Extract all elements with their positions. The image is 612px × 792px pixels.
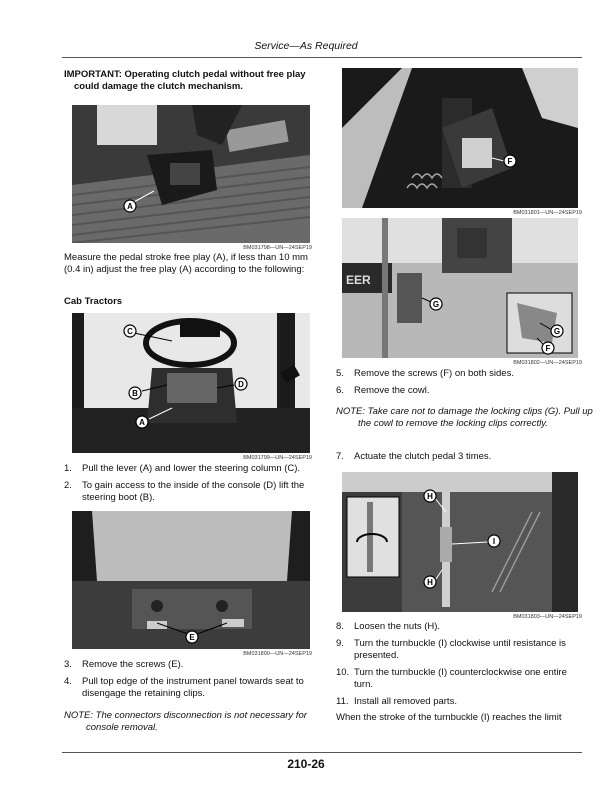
steps-list — [64, 463, 314, 504]
callout-b: B — [132, 389, 138, 398]
list-item: 5. Remove the screws (F) on both sides. — [336, 368, 514, 379]
callout-e: E — [189, 633, 195, 642]
figure-cab-console — [72, 313, 310, 453]
page-header: Service—As Required — [254, 40, 358, 52]
callout-h: H — [427, 492, 433, 501]
note-locking-clips: NOTE: Take care not to damage the locking clips (G). Pull up the cowl to remove the locking clips correctly. — [336, 406, 593, 429]
important-notice: IMPORTANT: Operating clutch pedal without free play could damage the clutch mechanism. — [64, 69, 306, 92]
figure-caption: BM031803—UN—24SEP19 — [513, 614, 582, 620]
header-rule — [62, 57, 582, 58]
callout-h: H — [427, 578, 433, 587]
list-item: 11. Install all removed parts. — [336, 696, 457, 707]
cab-tractors-heading: Cab Tractors — [64, 296, 123, 307]
list-item: 7. Actuate the clutch pedal 3 times. — [336, 451, 492, 462]
figure-locking-clips — [342, 218, 578, 358]
list-item: 3. Remove the screws (E). — [64, 659, 184, 670]
callout-a: A — [127, 202, 133, 211]
steps-list — [336, 368, 584, 397]
list-item: 2. To gain access to the inside of the console (D) lift the steering boot (B). — [64, 480, 305, 503]
figure-caption: BM031801—UN—24SEP19 — [513, 210, 582, 216]
steps-list — [336, 621, 584, 708]
figure-clutch-pedal — [72, 105, 310, 243]
note-connectors: NOTE: The connectors disconnection is not necessary for console removal. — [64, 710, 307, 733]
callout-g: G — [553, 327, 561, 336]
closing-paragraph: When the stroke of the turnbuckle (I) reaches the limit — [336, 712, 562, 723]
machine-sign-text: EER — [346, 273, 371, 287]
figure-caption: BM031798—UN—24SEP19 — [243, 245, 312, 251]
callout-d: D — [238, 380, 244, 389]
steps-list — [64, 659, 314, 700]
callout-a: A — [139, 418, 145, 427]
steps-list — [336, 451, 584, 463]
figure-caption: BM031799—UN—24SEP19 — [243, 455, 312, 461]
figure-turnbuckle — [342, 472, 578, 612]
figure-cowl-screws — [342, 68, 578, 208]
list-item: 9. Turn the turnbuckle (I) clockwise until resistance is presented. — [336, 638, 566, 661]
callout-i: I — [492, 537, 496, 546]
list-item: 10. Turn the turnbuckle (I) counterclockwise one entire turn. — [336, 667, 567, 690]
callout-f: F — [507, 157, 513, 166]
callout-c: C — [127, 327, 133, 336]
list-item: 6. Remove the cowl. — [336, 385, 430, 396]
figure-caption: BM031802—UN—24SEP19 — [513, 360, 582, 366]
page-number: 210-26 — [287, 757, 325, 771]
figure-caption: BM031800—UN—24SEP19 — [243, 651, 312, 657]
list-item: 8. Loosen the nuts (H). — [336, 621, 441, 632]
callout-g: G — [432, 300, 440, 309]
footer-rule — [62, 752, 582, 753]
callout-f: F — [545, 344, 551, 353]
list-item: 1. Pull the lever (A) and lower the steering column (C). — [64, 463, 301, 474]
list-item: 4. Pull top edge of the instrument panel towards seat to disengage the retaining clips. — [64, 676, 304, 699]
measure-paragraph: Measure the pedal stroke free play (A), if less than 10 mm (0.4 in) adjust the free play (A) according to the following: — [64, 252, 308, 275]
figure-console-screws — [72, 511, 310, 649]
